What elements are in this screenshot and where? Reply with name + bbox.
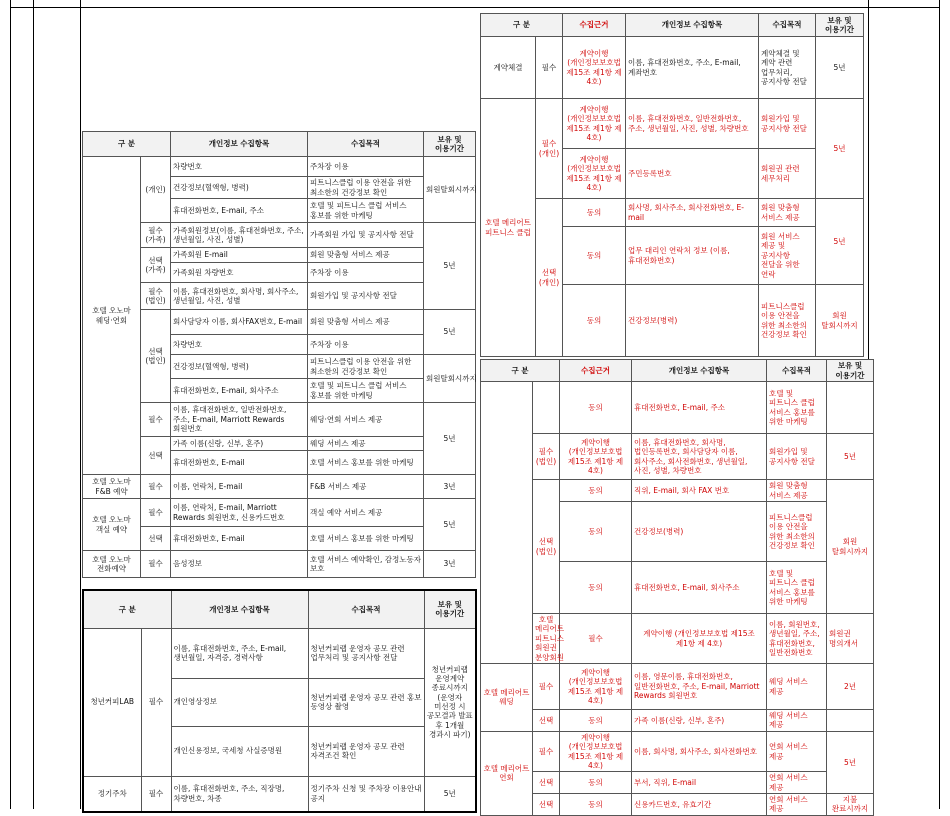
sub-label: 필수 (법인) <box>141 283 171 310</box>
purpose-cell: F&B 서비스 제공 <box>308 475 424 499</box>
header-purpose: 수집목적 <box>767 360 827 382</box>
purpose-cell: 웨딩 서비스 제공 <box>308 437 424 451</box>
basis-cell: 동의 <box>560 502 632 562</box>
items-cell: 업무 대리인 연락처 정보 (이름, 휴대전화번호) <box>626 227 759 285</box>
items-cell: 이름, 휴대전화번호, 회사명, 법인등록번호, 회사담당자 이름, 회사주소, 회사전화번호, 생년월일, 사진, 성별, 차량번호 <box>632 434 767 480</box>
retention-cell: 5년 <box>816 199 864 285</box>
retention-cell: 지불 완료시까지 <box>827 794 874 816</box>
items-cell: 건강정보(혈액형, 병력) <box>171 177 308 199</box>
basis-cell: 동의 <box>560 562 632 614</box>
header-retention: 보유 및 이용기간 <box>827 360 874 382</box>
basis-cell: 계약이행 (개인정보보호법 제15조 제1항 제 4호) <box>560 434 632 480</box>
group-fitness: 호텔 메리어트 피트니스 클럽 <box>481 99 536 357</box>
margin-line-1 <box>33 0 34 809</box>
sub-label: 필수 <box>141 475 171 499</box>
purpose-cell: 호텔 서비스 홍보를 위한 마케팅 <box>308 451 424 475</box>
empty-cell <box>827 710 874 732</box>
items-cell: 가족회원 차량번호 <box>171 263 308 283</box>
retention-cell: 회원탈회시까지 <box>424 157 476 223</box>
sub-label: 선택 <box>533 794 560 816</box>
sub-label: 필수 (법인) <box>533 434 560 480</box>
items-cell: 주민등록번호 <box>626 149 759 199</box>
retention-cell: 5년 <box>827 731 874 793</box>
retention-cell: 5년 <box>424 403 476 475</box>
header-basis: 수집근거 <box>560 360 632 382</box>
items-cell: 이름, 휴대전화번호, 일반전화번호, 주소, 생년월일, 사진, 성별, 차량번호 <box>626 99 759 149</box>
group-membership: 호텔 메리어트 피트니스 회원권 분양회원 <box>533 614 560 664</box>
margin-line-2 <box>80 0 81 809</box>
purpose-cell: 회원가입 및 공지사항 전달 <box>308 283 424 310</box>
items-cell: 가족회원 E-mail <box>171 248 308 263</box>
header-purpose: 수집목적 <box>759 14 816 37</box>
basis-cell: 계약이행 (개인정보보호법 제15조 제1항 제 4호) <box>560 664 632 710</box>
items-cell: 건강정보(혈액형, 병력) <box>171 355 308 379</box>
group-coffee-lab: 청년커피LAB <box>83 628 141 776</box>
items-cell: 가족 이름(신랑, 신부, 혼주) <box>632 710 767 732</box>
sub-label: 필수 <box>560 614 632 664</box>
items-cell: 휴대전화번호, E-mail <box>171 451 308 475</box>
purpose-cell: 주차장 이용 <box>308 335 424 355</box>
purpose-cell: 호텔 및 피트니스 클럽 서비스 홍보를 위한 마케팅 <box>308 379 424 403</box>
purpose-cell: 호텔 및 피트니스 클럽 서비스 홍보를 위한 마케팅 <box>308 199 424 223</box>
purpose-cell: 청년커피랩 운영자 공모 관련 자격조건 확인 <box>308 726 424 776</box>
items-cell: 이름, 휴대전화번호, 주소, E-mail, 계좌번호 <box>626 37 759 99</box>
items-cell: 신용카드번호, 유효기간 <box>632 794 767 816</box>
items-cell: 휴대전화번호, E-mail, 회사주소 <box>171 379 308 403</box>
purpose-cell: 피트니스클럽 이용 안전을 위한 최소한의 건강정보 확인 <box>308 355 424 379</box>
sub-label: 필수 (가족) <box>141 223 171 248</box>
sub-label: 선택 <box>141 527 171 551</box>
items-cell: 이름, 연락처, E-mail <box>171 475 308 499</box>
basis-cell: 동의 <box>560 710 632 732</box>
purpose-cell: 회원 맞춤형 서비스 제공 <box>767 480 827 502</box>
sub-label: 필수 <box>536 37 563 99</box>
retention-cell: 5년 <box>424 499 476 551</box>
basis-cell: 계약이행 (개인정보보호법 제15조 제1항 제 4호) <box>563 149 626 199</box>
sub-label: (개인) <box>141 157 171 223</box>
top-rule <box>10 7 940 8</box>
purpose-cell: 웨딩·연회 서비스 제공 <box>308 403 424 437</box>
sub-label: 선택 <box>141 437 171 475</box>
sub-label: 필수 <box>533 731 560 772</box>
group-parking: 정기주차 <box>83 776 141 812</box>
retention-cell: 5년 <box>816 99 864 199</box>
purpose-cell: 가족회원 가입 및 공지사항 전달 <box>308 223 424 248</box>
basis-cell: 동의 <box>563 285 626 357</box>
header-purpose: 수집목적 <box>308 590 424 628</box>
sub-label: 선택 <box>533 710 560 732</box>
items-cell: 개인영상정보 <box>171 678 308 726</box>
basis-cell: 동의 <box>563 199 626 227</box>
purpose-cell: 회원 맞춤형 서비스 제공 <box>759 199 816 227</box>
sub-label: 선택 (개인) <box>536 199 563 357</box>
items-cell: 부서, 직위, E-mail <box>632 772 767 794</box>
items-cell: 휴대전화번호, E-mail, 회사주소 <box>632 562 767 614</box>
header-retention: 보유 및 이용기간 <box>816 14 864 37</box>
purpose-cell: 웨딩 서비스 제공 <box>767 664 827 710</box>
header-items: 개인정보 수집항목 <box>626 14 759 37</box>
header-div: 구 분 <box>83 590 171 628</box>
items-cell: 건강정보(병력) <box>632 502 767 562</box>
basis-cell: 동의 <box>563 227 626 285</box>
basis-cell: 동의 <box>560 480 632 502</box>
items-cell: 휴대전화번호, E-mail <box>171 527 308 551</box>
purpose-cell: 호텔 서비스 예약확인, 감정노동자 보호 <box>308 551 424 578</box>
purpose-cell: 주차장 이용 <box>308 157 424 177</box>
group-room: 호텔 오노마 객실 예약 <box>83 499 141 551</box>
header-items: 개인정보 수집항목 <box>171 590 308 628</box>
sub-label: 필수 <box>141 628 171 776</box>
retention-cell: 회원 탈회시까지 <box>816 285 864 357</box>
sub-label: 필수 <box>141 776 171 812</box>
header-div: 구 분 <box>83 132 171 157</box>
sub-label: 필수 <box>141 499 171 527</box>
purpose-cell: 회원권 명의개서 <box>827 614 874 664</box>
table-c <box>480 13 864 357</box>
purpose-cell: 청년커피랩 운영자 공모 관련 홍보 동영상 촬영 <box>308 678 424 726</box>
header-items: 개인정보 수집항목 <box>171 132 308 157</box>
retention-cell: 회원 탈회시까지 <box>827 480 874 614</box>
purpose-cell: 호텔 및 피트니스 클럽 서비스 홍보를 위한 마케팅 <box>767 562 827 614</box>
purpose-cell: 회원가입 및 공지사항 전달 <box>759 99 816 149</box>
retention-cell: 5년 <box>816 37 864 99</box>
items-cell: 가족회원정보(이름, 휴대전화번호, 주소, 생년월일, 사진, 성별) <box>171 223 308 248</box>
items-cell: 이름, 휴대전화번호, 주소, E-mail, 생년월일, 자격증, 경력사항 <box>171 628 308 678</box>
empty-cell <box>827 382 874 434</box>
items-cell: 휴대전화번호, E-mail, 주소 <box>171 199 308 223</box>
retention-cell: 5년 <box>827 434 874 480</box>
items-cell: 직위, E-mail, 회사 FAX 번호 <box>632 480 767 502</box>
sub-label: 선택 (법인) <box>141 310 171 403</box>
items-cell: 회사담당자 이름, 회사FAX번호, E-mail <box>171 310 308 335</box>
items-cell: 이름, 휴대전화번호, 회사명, 회사주소, 생년월일, 사진, 성별 <box>171 283 308 310</box>
group-contract: 계약체결 <box>481 37 536 99</box>
items-cell: 휴대전화번호, E-mail, 주소 <box>632 382 767 434</box>
purpose-cell: 계약체결 및 계약 관련 업무처리, 공지사항 전달 <box>759 37 816 99</box>
sub-label: 선택 (법인) <box>533 480 560 614</box>
retention-cell: 3년 <box>424 551 476 578</box>
basis-cell: 계약이행 (개인정보보호법 제15조 제1항 제 4호) <box>632 614 767 664</box>
retention-cell: 5년 <box>424 310 476 355</box>
header-retention: 보유 및 이용기간 <box>424 590 476 628</box>
header-items: 개인정보 수집항목 <box>632 360 767 382</box>
header-div: 구 분 <box>481 14 563 37</box>
group-phone: 호텔 오노마 전화예약 <box>83 551 141 578</box>
purpose-cell: 웨딩 서비스 제공 <box>767 710 827 732</box>
items-cell: 개인신용정보, 국세청 사실증명원 <box>171 726 308 776</box>
group-wedding: 호텔 메리어트 웨딩 <box>481 664 533 732</box>
basis-cell: 동의 <box>560 772 632 794</box>
sub-label: 선택 (가족) <box>141 248 171 283</box>
group-banquet: 호텔 메리어트 연회 <box>481 731 533 815</box>
purpose-cell: 호텔 서비스 홍보를 위한 마케팅 <box>308 527 424 551</box>
purpose-cell: 피트니스클럽 이용 안전을 위한 최소한의 건강정보 확인 <box>759 285 816 357</box>
sub-label: 필수 <box>533 664 560 710</box>
basis-cell: 계약이행 (개인정보보호법 제15조 제1항 제 4호) <box>560 731 632 772</box>
purpose-cell: 객실 예약 서비스 제공 <box>308 499 424 527</box>
group-fnb: 호텔 오노마 F&B 예약 <box>83 475 141 499</box>
purpose-cell: 피트니스클럽 이용 안전을 위한 최소한의 건강정보 확인 <box>767 502 827 562</box>
basis-cell: 동의 <box>560 794 632 816</box>
items-cell: 가족 이름(신랑, 신부, 혼주) <box>171 437 308 451</box>
sub-label: 필수 <box>141 403 171 437</box>
sub-label: 선택 <box>533 772 560 794</box>
purpose-cell: 회원 맞춤형 서비스 제공 <box>308 248 424 263</box>
items-cell: 차량번호 <box>171 335 308 355</box>
basis-cell: 계약이행 (개인정보보호법 제15조 제1항 제 4호) <box>563 99 626 149</box>
items-cell: 차량번호 <box>171 157 308 177</box>
purpose-cell: 연회 서비스 제공 <box>767 731 827 772</box>
header-purpose: 수집목적 <box>308 132 424 157</box>
items-cell: 건강정보(병력) <box>626 285 759 357</box>
purpose-cell: 회원가입 및 공지사항 전달 <box>767 434 827 480</box>
purpose-cell: 정기주차 신청 및 주차장 이용안내 공지 <box>308 776 424 812</box>
basis-cell: 동의 <box>560 382 632 434</box>
table-a <box>82 131 476 578</box>
purpose-cell: 호텔 및 피트니스 클럽 서비스 홍보를 위한 마케팅 <box>767 382 827 434</box>
retention-cell: 회원탈회시까지 <box>424 355 476 403</box>
retention-cell: 2년 <box>827 664 874 710</box>
items-cell: 이름, 휴대전화번호, 일반전화번호, 주소, E-mail, Marriott Rewards 회원번호 <box>171 403 308 437</box>
purpose-cell: 연회 서비스 제공 <box>767 772 827 794</box>
group-wedding: 호텔 오노마 웨딩·연회 <box>83 157 141 475</box>
purpose-cell: 회원 맞춤형 서비스 제공 <box>308 310 424 335</box>
purpose-cell: 회원권 관련 세무처리 <box>759 149 816 199</box>
items-cell: 이름, 연락처, E-mail, Marriott Rewards 회원번호, 신용카드번호 <box>171 499 308 527</box>
items-cell: 이름, 휴대전화번호, 주소, 직장명, 차량번호, 차종 <box>171 776 308 812</box>
retention-cell: 5년 <box>424 776 476 812</box>
items-cell: 이름, 영문이름, 휴대전화번호, 일반전화번호, 주소, E-mail, Marriott Rewards 회원번호 <box>632 664 767 710</box>
table-d <box>480 359 874 816</box>
items-cell: 이름, 회원번호, 생년월일, 주소, 휴대전화번호, 일반전화번호 <box>767 614 827 664</box>
items-cell: 이름, 회사명, 회사주소, 회사전화번호 <box>632 731 767 772</box>
retention-cell: 청년커피랩 운영계약 종료시까지 (운영자 미선정 시 공모결과 발표 후 1개월 경과시 파기) <box>424 628 476 776</box>
header-div: 구 분 <box>481 360 560 382</box>
retention-cell: 5년 <box>424 223 476 310</box>
items-cell: 음성정보 <box>171 551 308 578</box>
table-b <box>82 589 477 813</box>
header-basis: 수집근거 <box>563 14 626 37</box>
header-retention: 보유 및 이용기간 <box>424 132 476 157</box>
retention-cell: 3년 <box>424 475 476 499</box>
purpose-cell: 연회 서비스 제공 <box>767 794 827 816</box>
sub-label: 필수 (개인) <box>536 99 563 199</box>
purpose-cell: 청년커피랩 운영자 공모 관련 업무처리 및 공지사항 전달 <box>308 628 424 678</box>
purpose-cell: 주차장 이용 <box>308 263 424 283</box>
empty-cell <box>481 382 533 664</box>
empty-cell <box>533 382 560 434</box>
purpose-cell: 회원 서비스 제공 및 공지사항 전달을 위한 연락 <box>759 227 816 285</box>
basis-cell: 계약이행 (개인정보보호법 제15조 제1항 제 4호) <box>563 37 626 99</box>
sub-label: 필수 <box>141 551 171 578</box>
items-cell: 회사명, 회사주소, 회사전화번호, E-mail <box>626 199 759 227</box>
purpose-cell: 피트니스클럽 이용 안전을 위한 최소한의 건강정보 확인 <box>308 177 424 199</box>
